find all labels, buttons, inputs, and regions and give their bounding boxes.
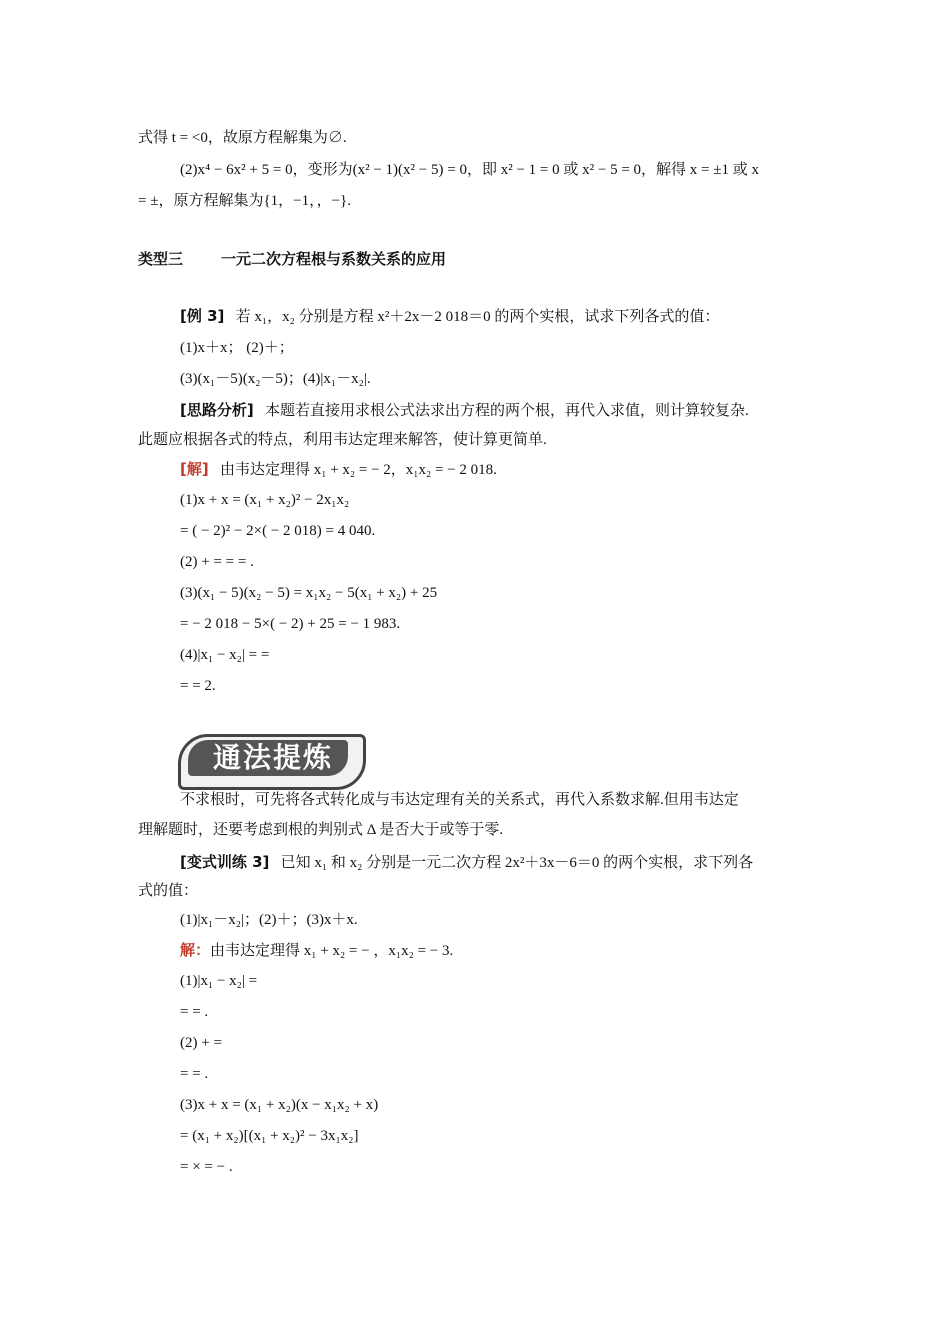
text-line: = (x₁ + x₂)[(x₁ + x₂)² − 3x₁x₂] (180, 1128, 359, 1144)
text-line: (1)|x₁ − x₂| = (180, 973, 258, 989)
text-line: (1)x + x = (x₁ + x₂)² − 2x₁x₂ (180, 492, 350, 508)
analysis-line (180, 400, 749, 421)
section-title: 一元二次方程根与系数关系的应用 (221, 250, 447, 268)
section-heading (138, 248, 446, 269)
variant-line (180, 852, 753, 873)
solution-tag: [解] (180, 460, 209, 478)
solution-text: 由韦达定理得 x₁ + x₂ = − 2，x₁x₂ = − 2 018. (219, 462, 497, 478)
text-line: = = . (180, 1066, 209, 1082)
variant-tag: [变式训练 3] (180, 853, 270, 871)
text-line: = = . (180, 1004, 209, 1020)
method-banner (178, 730, 368, 790)
text-line: (1)|x₁－x₂|；(2)＋；(3)x＋x. (180, 912, 358, 928)
text-line: (2) + = (180, 1035, 222, 1051)
example-line (180, 306, 719, 327)
example-tag: [例 3] (180, 307, 225, 325)
text-line: (1)x＋x； (2)＋； (180, 340, 294, 356)
text-line: = = 2. (180, 678, 216, 694)
text-line: (2) + = = = . (180, 554, 254, 570)
banner-title: 通法提炼 (212, 741, 333, 774)
text-line: = ( − 2)² − 2×( − 2 018) = 4 040. (180, 523, 376, 539)
text-line: 此题应根据各式的特点，利用韦达定理来解答，使计算更简单. (138, 432, 547, 448)
variant-text: 已知 x₁ 和 x₂ 分别是一元二次方程 2x²＋3x－6＝0 的两个实根，求下列各 (280, 855, 754, 871)
example-text: 若 x₁，x₂ 分别是方程 x²＋2x－2 018＝0 的两个实根，试求下列各式的值： (235, 309, 720, 325)
text-line: (2)x⁴ − 6x² + 5 = 0，变形为(x² − 1)(x² − 5) = 0，即 x² − 1 = 0 或 x² − 5 = 0，解得 x = ±1 或 x (180, 162, 759, 178)
text-line: 理解题时，还要考虑到根的判别式 Δ 是否大于或等于零. (138, 822, 504, 838)
text-line: = − 2 018 − 5×( − 2) + 25 = − 1 983. (180, 616, 401, 632)
text-line: = ±，原方程解集为{1，−1，，−}. (138, 193, 352, 209)
solution-line (180, 459, 497, 480)
text-line: (3)(x₁－5)(x₂－5)；(4)|x₁－x₂|. (180, 371, 371, 387)
variant-solution-line (180, 940, 453, 961)
analysis-tag: [思路分析] (180, 401, 254, 419)
section-number: 类型三 (138, 250, 184, 268)
text-line: 式得 t = <0，故原方程解集为∅. (138, 130, 347, 146)
variant-solution-tag: 解： (180, 941, 211, 959)
text-line: (4)|x₁ − x₂| = = (180, 647, 270, 663)
text-line: (3)(x₁ − 5)(x₂ − 5) = x₁x₂ − 5(x₁ + x₂) + 25 (180, 585, 438, 601)
text-line: (3)x + x = (x₁ + x₂)(x − x₁x₂ + x) (180, 1097, 379, 1113)
analysis-text: 本题若直接用求根公式法求出方程的两个根，再代入求值，则计算较复杂. (264, 403, 749, 419)
text-line: 式的值： (138, 883, 199, 899)
text-line: 不求根时，可先将各式转化成与韦达定理有关的关系式，再代入系数求解.但用韦达定 (180, 792, 739, 808)
variant-solution-text: 由韦达定理得 x₁ + x₂ = − ，x₁x₂ = − 3. (210, 943, 454, 959)
text-line: = × = − . (180, 1159, 233, 1175)
